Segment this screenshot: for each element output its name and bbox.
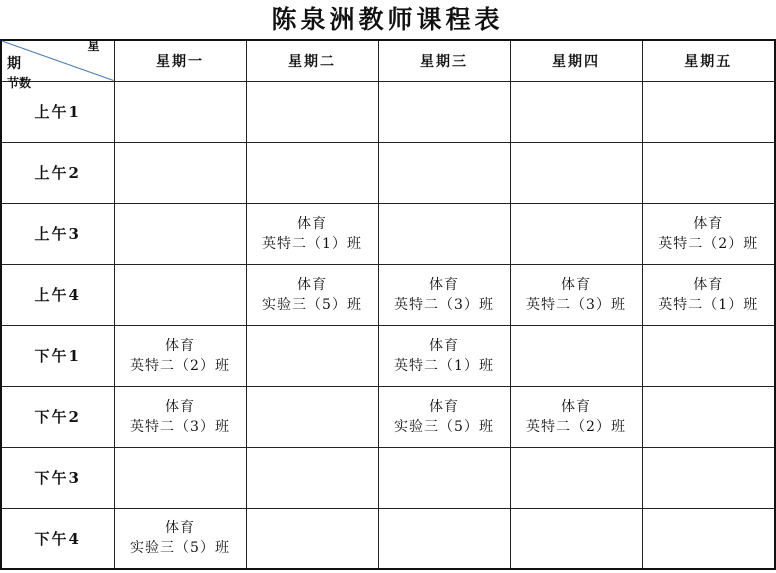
day-header-fri: 星期五 (642, 40, 775, 81)
schedule-cell (246, 325, 378, 386)
subject-text: 体育 (165, 398, 195, 415)
corner-label-top: 星 (87, 39, 100, 53)
subject-text: 体育 (165, 520, 195, 537)
day-header-mon: 星期一 (114, 40, 246, 81)
period-label: 上午1 (1, 81, 114, 142)
subject-text: 体育 (297, 215, 327, 232)
class-text: 英特二（1）班 (394, 357, 494, 374)
schedule-cell (114, 508, 246, 569)
subject-text: 体育 (561, 398, 591, 415)
schedule-cell (246, 447, 378, 508)
schedule-cell (642, 81, 775, 142)
schedule-cell (642, 386, 775, 447)
schedule-cell (378, 386, 510, 447)
period-label: 上午2 (1, 142, 114, 203)
schedule-cell (114, 203, 246, 264)
period-row (1, 203, 775, 264)
class-text: 英特二（1）班 (658, 296, 759, 313)
subject-text: 体育 (429, 276, 459, 293)
period-row (1, 142, 775, 203)
period-row (1, 264, 775, 325)
class-text: 英特二（3）班 (130, 418, 230, 435)
subject-text: 体育 (297, 276, 327, 293)
schedule-cell (642, 203, 775, 264)
period-row (1, 386, 775, 447)
page-title: 陈泉洲教师课程表 (271, 5, 504, 34)
schedule-cell (510, 264, 642, 325)
header-row (1, 40, 775, 81)
schedule-cell (378, 447, 510, 508)
schedule-cell (246, 508, 378, 569)
schedule-cell (114, 142, 246, 203)
schedule-cell (510, 203, 642, 264)
period-label: 下午2 (1, 386, 114, 447)
schedule-cell (510, 447, 642, 508)
schedule-cell (114, 81, 246, 142)
schedule-cell (378, 81, 510, 142)
schedule-cell (642, 508, 775, 569)
period-label: 上午3 (1, 203, 114, 264)
class-text: 实验三（5）班 (394, 418, 494, 435)
class-text: 实验三（5）班 (262, 296, 362, 313)
period-label: 下午4 (1, 508, 114, 569)
subject-text: 体育 (561, 276, 591, 293)
schedule-cell (378, 508, 510, 569)
class-text: 英特二（2）班 (526, 418, 626, 435)
schedule-cell (114, 264, 246, 325)
schedule-cell (246, 386, 378, 447)
subject-text: 体育 (429, 398, 459, 415)
schedule-cell (510, 508, 642, 569)
schedule-cell (246, 264, 378, 325)
period-row (1, 447, 775, 508)
schedule-cell (510, 325, 642, 386)
subject-text: 体育 (429, 337, 459, 354)
schedule-cell (246, 203, 378, 264)
schedule-cell (246, 81, 378, 142)
period-label: 下午1 (1, 325, 114, 386)
schedule-cell (378, 264, 510, 325)
class-text: 英特二（1）班 (262, 235, 362, 252)
schedule-cell (642, 325, 775, 386)
subject-text: 体育 (693, 276, 724, 293)
day-header-tue: 星期二 (246, 40, 378, 81)
corner-label-middle: 期 (7, 56, 21, 72)
subject-text: 体育 (693, 215, 724, 232)
schedule-cell (114, 447, 246, 508)
schedule-cell (642, 447, 775, 508)
schedule-cell (246, 142, 378, 203)
subject-text: 体育 (165, 337, 195, 354)
schedule-cell (510, 386, 642, 447)
schedule-cell (378, 142, 510, 203)
corner-header-cell (1, 39, 114, 90)
class-text: 英特二（2）班 (130, 357, 230, 374)
schedule-cell (114, 386, 246, 447)
schedule-cell (114, 325, 246, 386)
schedule-cell (642, 142, 775, 203)
day-header-wed: 星期三 (378, 40, 510, 81)
schedule-cell (642, 264, 775, 325)
class-text: 英特二（3）班 (526, 296, 626, 313)
class-text: 实验三（5）班 (130, 540, 230, 557)
period-label: 下午3 (1, 447, 114, 508)
class-text: 英特二（3）班 (394, 296, 494, 313)
class-text: 英特二（2）班 (658, 235, 759, 252)
schedule-cell (378, 325, 510, 386)
period-row (1, 81, 775, 142)
schedule-cell (378, 203, 510, 264)
period-label: 上午4 (1, 264, 114, 325)
corner-label-bottom: 节数 (7, 76, 32, 90)
period-row (1, 508, 775, 569)
period-row (1, 325, 775, 386)
schedule-table (0, 39, 776, 570)
schedule-cell (510, 81, 642, 142)
day-header-thu: 星期四 (510, 40, 642, 81)
schedule-cell (510, 142, 642, 203)
